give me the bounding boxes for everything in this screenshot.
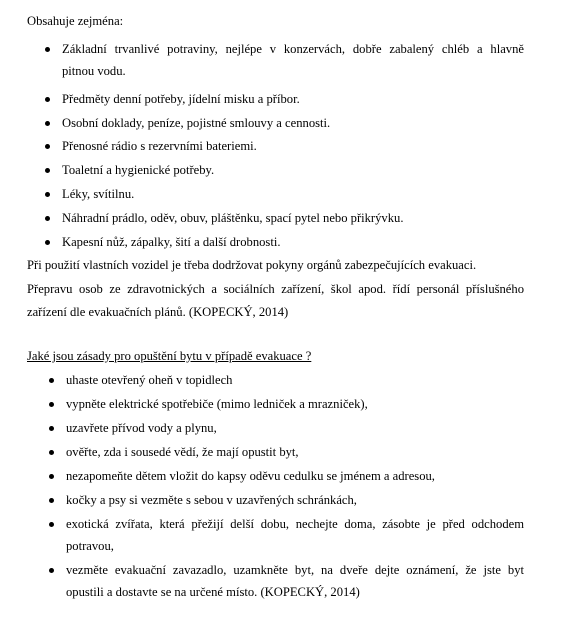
bullet-icon — [45, 216, 50, 221]
list-item: Osobní doklady, peníze, pojistné smlouvy a cennosti. — [62, 116, 331, 130]
bullet-icon — [49, 450, 54, 455]
list-item: nezapomeňte dětem vložit do kapsy oděvu cedulku se jménem a adresou, — [66, 469, 435, 483]
list-item-line: potravou, — [66, 539, 114, 553]
list-item: Kapesní nůž, zápalky, šití a další drobnosti. — [62, 235, 281, 249]
bullet-icon — [49, 426, 54, 431]
list-item-line: pitnou vodu. — [62, 64, 126, 78]
list-item: vypněte elektrické spotřebiče (mimo ledniček a mrazniček), — [66, 397, 368, 411]
bullet-icon — [45, 121, 50, 126]
list-item-line: exotická zvířata, která přežijí delší dobu, nechejte doma, zásobte je před odchodem — [66, 517, 524, 531]
list-item: kočky a psy si vezměte s sebou v uzavřených schránkách, — [66, 493, 357, 507]
bullet-icon — [45, 168, 50, 173]
list-item-line: Základní trvanlivé potraviny, nejlépe v konzervách, dobře zabalený chléb a hlavně — [62, 42, 524, 56]
list-item: Léky, svítilnu. — [62, 187, 135, 201]
bullet-icon — [49, 498, 54, 503]
list-item: uzavřete přívod vody a plynu, — [66, 421, 217, 435]
list-item: Předměty denní potřeby, jídelní misku a příbor. — [62, 92, 300, 106]
bullet-icon — [45, 97, 50, 102]
list-item: Přenosné rádio s rezervními bateriemi. — [62, 139, 257, 153]
list-item-line: opustili a dostavte se na určené místo. (KOPECKÝ, 2014) — [66, 585, 360, 599]
bullet-icon — [49, 568, 54, 573]
bullet-icon — [45, 47, 50, 52]
bullet-icon — [49, 522, 54, 527]
list-item: uhaste otevřený oheň v topidlech — [66, 373, 233, 387]
paragraph-line: zařízení dle evakuačních plánů. (KOPECKÝ, 2014) — [27, 305, 289, 319]
list-item-line: vezměte evakuační zavazadlo, uzamkněte byt, na dveře dejte oznámení, že jste byt — [66, 563, 524, 577]
list-item: Náhradní prádlo, oděv, obuv, pláštěnku, spací pytel nebo přikrývku. — [62, 211, 404, 225]
bullet-icon — [45, 192, 50, 197]
list-item: ověřte, zda i sousedé vědí, že mají opustit byt, — [66, 445, 299, 459]
section-heading: Jaké jsou zásady pro opuštění bytu v případě evakuace ? — [27, 349, 312, 363]
list-item: Toaletní a hygienické potřeby. — [62, 163, 215, 177]
section-intro: Obsahuje zejména: — [27, 14, 124, 28]
bullet-icon — [49, 474, 54, 479]
bullet-icon — [49, 402, 54, 407]
bullet-icon — [45, 144, 50, 149]
bullet-icon — [49, 378, 54, 383]
bullet-icon — [45, 240, 50, 245]
paragraph-line: Přepravu osob ze zdravotnických a sociálních zařízení, škol apod. řídí personál příslušného — [27, 282, 524, 296]
paragraph: Při použití vlastních vozidel je třeba dodržovat pokyny orgánů zabezpečujících evakuaci. — [27, 258, 477, 272]
